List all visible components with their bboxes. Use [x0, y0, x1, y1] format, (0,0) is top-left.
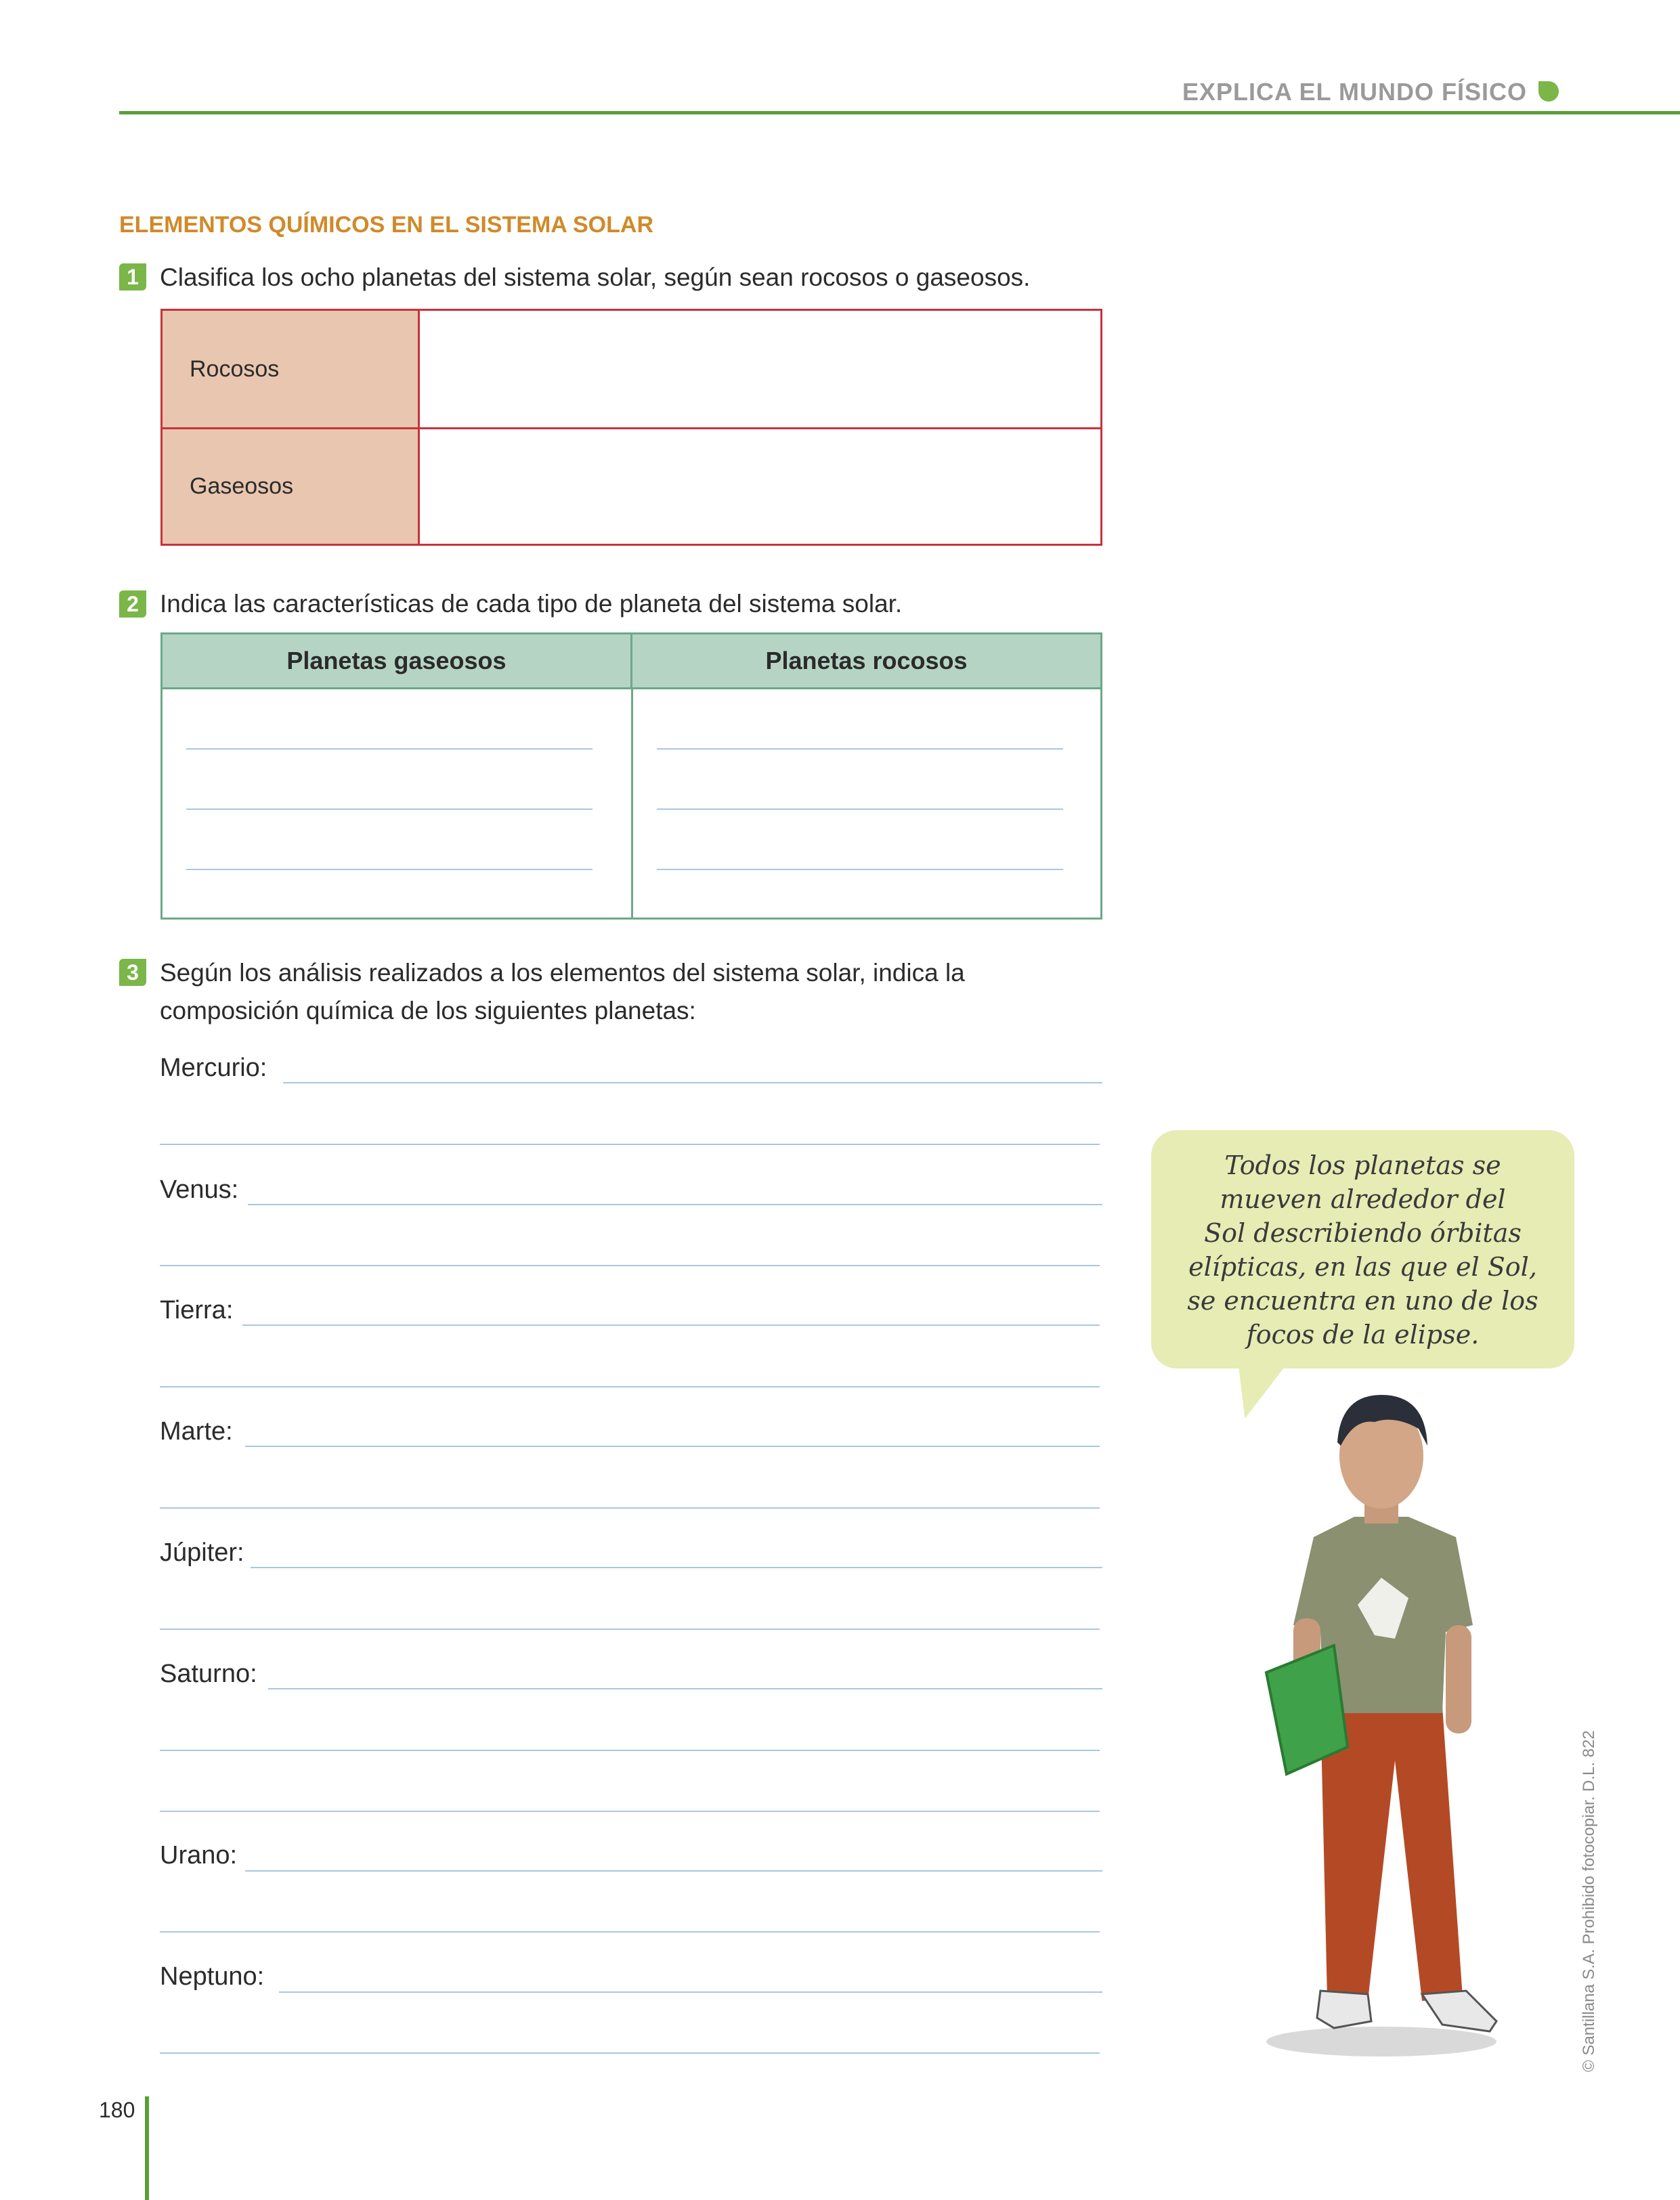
question-3-text-line2: composición química de los siguientes planetas:	[160, 997, 696, 1024]
planet-label-tierra: Tierra:	[160, 1296, 234, 1324]
page-bar	[145, 2096, 149, 2200]
answer-line[interactable]	[248, 1204, 1102, 1205]
answer-line[interactable]	[279, 1991, 1102, 1993]
row-label-gaseosos: Gaseosos	[163, 429, 420, 544]
answer-line[interactable]	[186, 869, 593, 870]
answer-cell-gaseosos[interactable]	[420, 429, 1100, 544]
shadow	[1266, 2027, 1496, 2056]
answer-line[interactable]	[160, 2052, 1100, 2054]
bubble-line: elípticas, en las que el Sol,	[1188, 1252, 1537, 1282]
answer-line[interactable]	[186, 808, 593, 810]
answer-line[interactable]	[268, 1688, 1102, 1689]
page-number: 180	[99, 2098, 135, 2122]
answer-line[interactable]	[245, 1870, 1102, 1872]
answer-line[interactable]	[657, 748, 1063, 750]
speech-bubble-text	[1165, 1148, 1561, 1352]
answer-line[interactable]	[245, 1446, 1100, 1447]
right-arm	[1446, 1625, 1471, 1733]
leaf-icon	[1538, 81, 1559, 102]
question-3-text-line1: Según los análisis realizados a los elementos del sistema solar, indica la	[160, 959, 965, 987]
characteristics-table	[160, 632, 1102, 920]
question-2-number: 2	[119, 590, 146, 618]
planet-label-saturno: Saturno:	[160, 1660, 257, 1688]
answer-line[interactable]	[160, 1811, 1100, 1812]
answer-line[interactable]	[657, 869, 1063, 870]
question-2-text: Indica las características de cada tipo de planeta del sistema solar.	[160, 590, 903, 618]
bubble-line: Sol describiendo órbitas	[1204, 1218, 1522, 1248]
question-1-number: 1	[119, 263, 146, 290]
right-shoe	[1422, 1991, 1496, 2031]
left-shoe	[1317, 1991, 1371, 2028]
answer-line[interactable]	[160, 1265, 1100, 1266]
student-illustration	[1239, 1381, 1524, 2058]
column-divider	[631, 687, 633, 918]
table-header	[163, 634, 1100, 689]
answer-line[interactable]	[160, 1629, 1100, 1630]
section-title: ELEMENTOS QUÍMICOS EN EL SISTEMA SOLAR	[119, 212, 654, 238]
question-3-number: 3	[119, 959, 146, 986]
bubble-line: Todos los planetas se	[1224, 1150, 1501, 1180]
question-1-text: Clasifica los ocho planetas del sistema solar, según sean rocosos o gaseosos.	[160, 263, 1031, 291]
column-header-rocosos: Planetas rocosos	[765, 647, 968, 674]
bubble-line: mueven alrededor del	[1220, 1184, 1506, 1214]
header-divider	[119, 111, 1680, 114]
row-label-rocosos: Rocosos	[163, 311, 420, 427]
bubble-line: focos de la elipse.	[1246, 1320, 1480, 1350]
answer-line[interactable]	[160, 1931, 1100, 1933]
answer-line[interactable]	[283, 1082, 1102, 1083]
answer-line[interactable]	[160, 1144, 1100, 1145]
planet-label-mercurio: Mercurio:	[160, 1054, 267, 1082]
answer-line[interactable]	[657, 808, 1063, 810]
header-title: EXPLICA EL MUNDO FÍSICO	[1182, 78, 1527, 106]
answer-line[interactable]	[160, 1386, 1100, 1387]
table-row	[163, 429, 1100, 544]
planet-label-venus: Venus:	[160, 1176, 239, 1204]
answer-line[interactable]	[160, 1750, 1100, 1751]
bubble-line: se encuentra en uno de los	[1187, 1286, 1538, 1316]
planet-label-urano: Urano:	[160, 1841, 238, 1870]
answer-cell-rocosos[interactable]	[420, 311, 1100, 427]
column-header-gaseosos: Planetas gaseosos	[163, 634, 632, 687]
classification-table	[160, 309, 1102, 546]
answer-line[interactable]	[160, 1507, 1100, 1509]
planet-label-jupiter: Júpiter:	[160, 1538, 244, 1567]
answer-line[interactable]	[251, 1567, 1102, 1568]
answer-line[interactable]	[242, 1324, 1100, 1326]
copyright-notice: © Santillana S.A. Prohibido fotocopiar. D.L. 822	[1580, 1730, 1598, 2072]
planet-label-neptuno: Neptuno:	[160, 1962, 265, 1991]
table-row	[163, 311, 1100, 429]
answer-line[interactable]	[186, 748, 593, 750]
planet-label-marte: Marte:	[160, 1417, 233, 1446]
